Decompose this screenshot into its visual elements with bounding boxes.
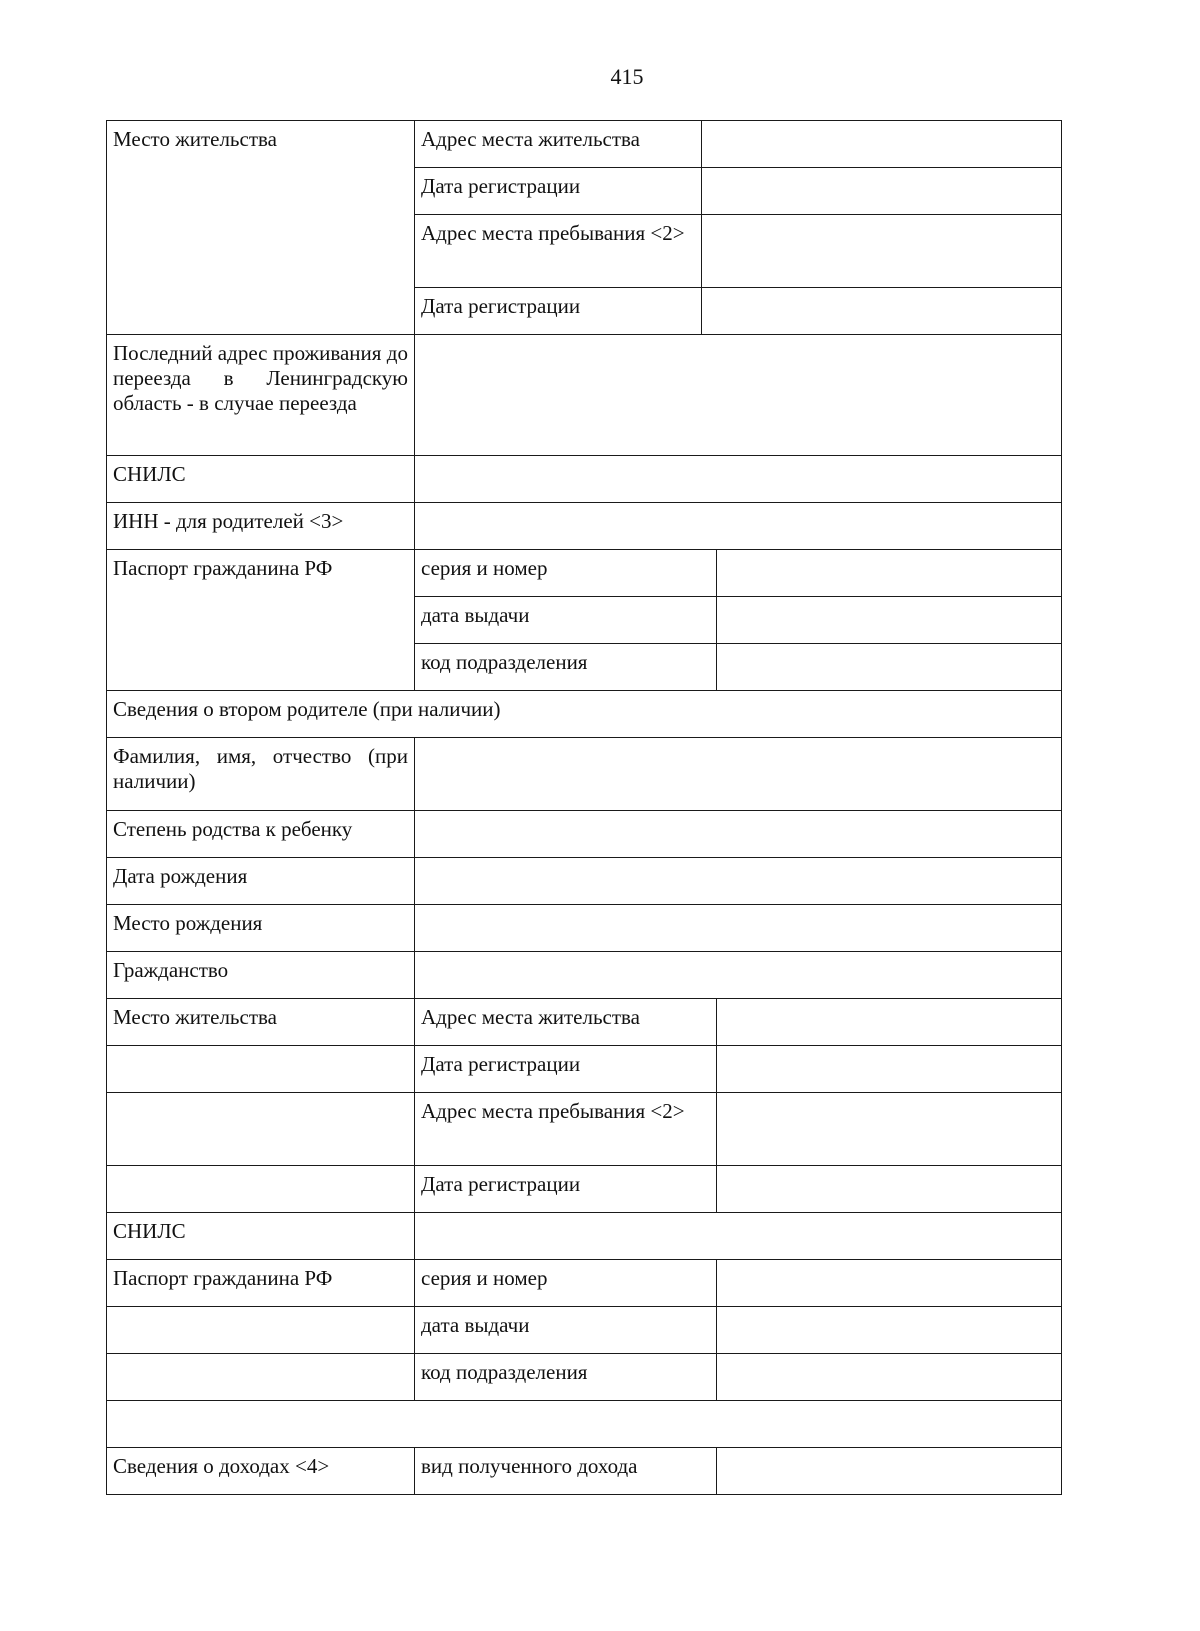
full-name-field[interactable] (415, 738, 1062, 811)
citizenship-label: Гражданство (107, 952, 415, 999)
residence-address-label: Адрес места жительства (415, 121, 702, 168)
table-row (107, 1307, 1062, 1354)
residence-label: Место жительства (107, 121, 415, 335)
table-row (107, 1354, 1062, 1401)
blank-cell (107, 1093, 415, 1166)
passport-issue-date-field[interactable] (717, 597, 1062, 644)
table-row (107, 905, 1062, 952)
table-row (107, 121, 1062, 168)
full-name-label: Фамилия, имя, отчество (при наличии) (107, 738, 415, 811)
snils-label: СНИЛС (107, 456, 415, 503)
table-row (107, 999, 1062, 1046)
registration-date-label: Дата регистрации (415, 168, 702, 215)
registration-date-field-2[interactable] (717, 1046, 1062, 1093)
snils-field[interactable] (415, 456, 1062, 503)
passport-division-label: код подразделения (415, 644, 717, 691)
passport-series-field-2[interactable] (717, 1260, 1062, 1307)
registration-date-field[interactable] (702, 168, 1062, 215)
inn-label: ИНН - для родителей <3> (107, 503, 415, 550)
snils-field-2[interactable] (415, 1213, 1062, 1260)
birth-place-label: Место рождения (107, 905, 415, 952)
passport-series-label: серия и номер (415, 550, 717, 597)
table-row (107, 858, 1062, 905)
stay-address-label-2: Адрес места пребывания <2> (415, 1093, 717, 1166)
passport-division-label-2: код подразделения (415, 1354, 717, 1401)
page-number: 415 (610, 64, 644, 89)
passport-series-label-2: серия и номер (415, 1260, 717, 1307)
passport-division-field-2[interactable] (717, 1354, 1062, 1401)
table-row (107, 503, 1062, 550)
stay-registration-date-label-2: Дата регистрации (415, 1166, 717, 1213)
snils-label-2: СНИЛС (107, 1213, 415, 1260)
passport-label-2: Паспорт гражданина РФ (107, 1260, 415, 1307)
stay-registration-date-field[interactable] (702, 288, 1062, 335)
stay-address-field-2[interactable] (717, 1093, 1062, 1166)
birth-date-field[interactable] (415, 858, 1062, 905)
blank-cell (107, 1307, 415, 1354)
residence-address-label-2: Адрес места жительства (415, 999, 717, 1046)
second-parent-section-header: Сведения о втором родителе (при наличии) (107, 691, 1062, 738)
table-row (107, 1260, 1062, 1307)
passport-issue-date-label: дата выдачи (415, 597, 717, 644)
income-type-label: вид полученного дохода (415, 1448, 717, 1495)
table-row (107, 811, 1062, 858)
inn-field[interactable] (415, 503, 1062, 550)
table-row (107, 691, 1062, 738)
citizenship-field[interactable] (415, 952, 1062, 999)
birth-place-field[interactable] (415, 905, 1062, 952)
blank-cell (107, 1166, 415, 1213)
income-label: Сведения о доходах <4> (107, 1448, 415, 1495)
empty-row (107, 1401, 1062, 1448)
table-row (107, 1046, 1062, 1093)
passport-issue-date-label-2: дата выдачи (415, 1307, 717, 1354)
passport-label: Паспорт гражданина РФ (107, 550, 415, 691)
stay-address-label: Адрес места пребывания <2> (415, 215, 702, 288)
table-row (107, 1213, 1062, 1260)
relation-field[interactable] (415, 811, 1062, 858)
stay-address-field[interactable] (702, 215, 1062, 288)
stay-registration-date-field-2[interactable] (717, 1166, 1062, 1213)
table-row (107, 1401, 1062, 1448)
passport-issue-date-field-2[interactable] (717, 1307, 1062, 1354)
passport-series-field[interactable] (717, 550, 1062, 597)
last-address-field[interactable] (415, 335, 1062, 456)
table-row (107, 1166, 1062, 1213)
table-row (107, 1093, 1062, 1166)
relation-label: Степень родства к ребенку (107, 811, 415, 858)
residence-address-field-2[interactable] (717, 999, 1062, 1046)
blank-cell (107, 1046, 415, 1093)
birth-date-label: Дата рождения (107, 858, 415, 905)
registration-date-label-2: Дата регистрации (415, 1046, 717, 1093)
blank-cell (107, 1354, 415, 1401)
residence-address-field[interactable] (702, 121, 1062, 168)
table-row (107, 1448, 1062, 1495)
table-row (107, 550, 1062, 597)
table-row (107, 952, 1062, 999)
application-form-table (106, 120, 1062, 1495)
last-address-label: Последний адрес проживания до переезда в Ленинградскую область - в случае переезда (107, 335, 415, 456)
residence-label-2: Место жительства (107, 999, 415, 1046)
passport-division-field[interactable] (717, 644, 1062, 691)
table-row (107, 456, 1062, 503)
table-row (107, 738, 1062, 811)
income-type-field[interactable] (717, 1448, 1062, 1495)
table-row (107, 335, 1062, 456)
stay-registration-date-label: Дата регистрации (415, 288, 702, 335)
